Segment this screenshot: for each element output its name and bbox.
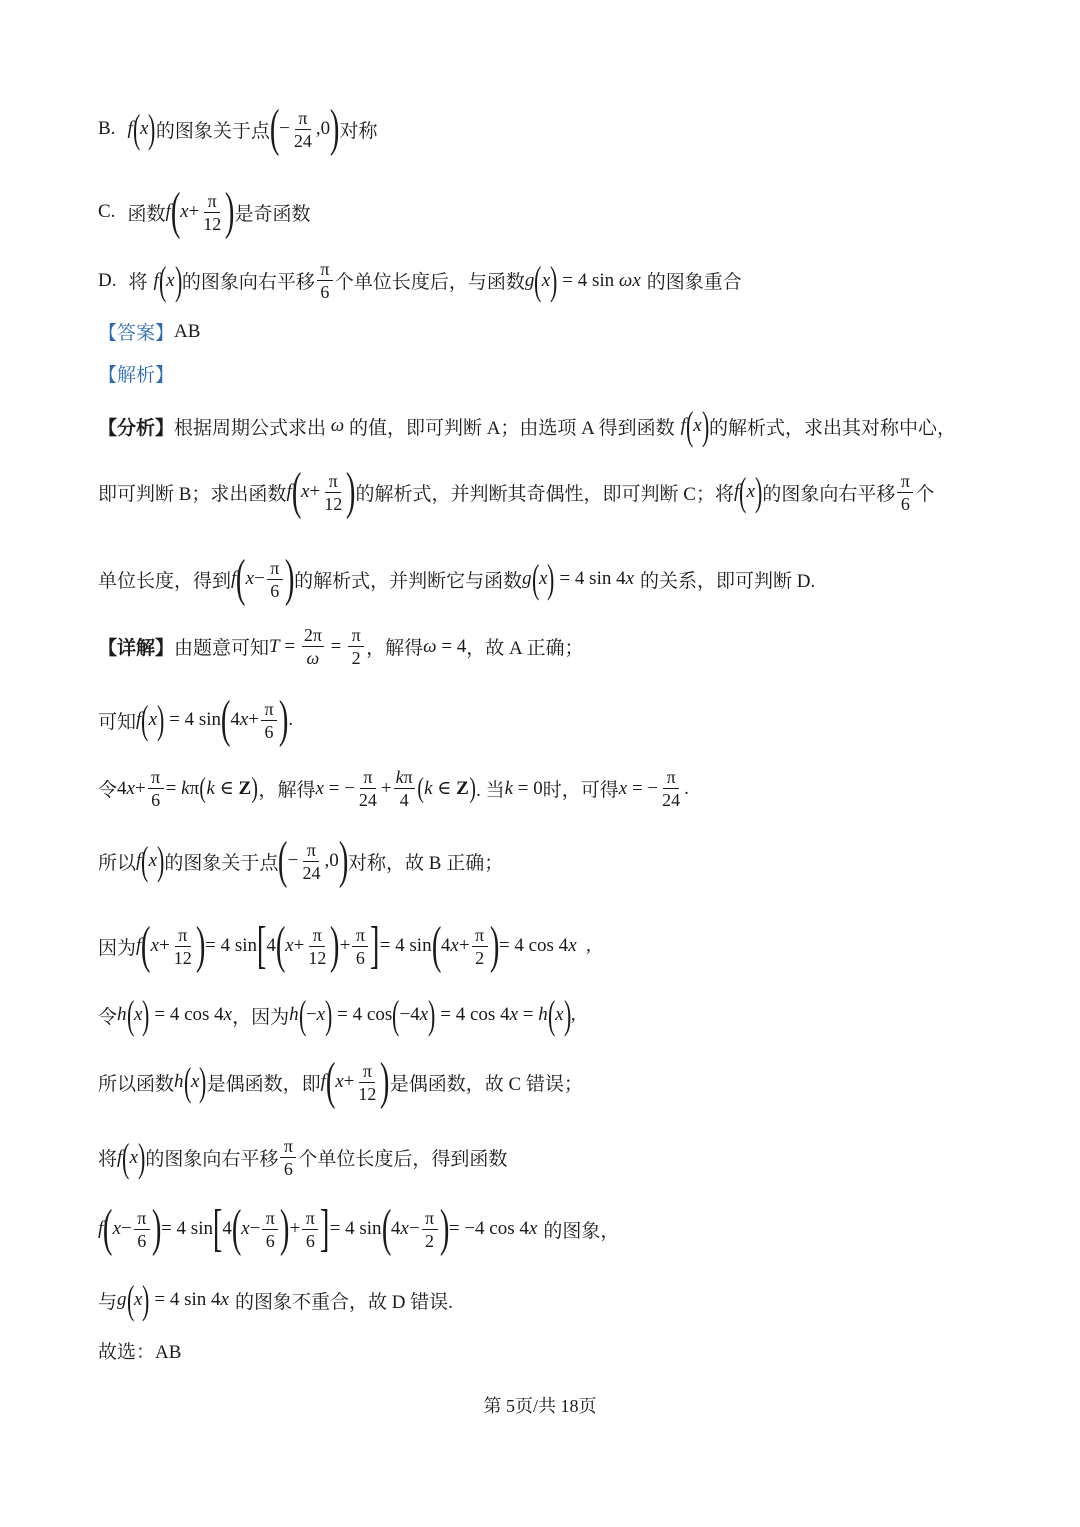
analysis-line-2: 即可判断 B；求出函数 f ( x + $\frac{\pi}{12}$ ) 的解析式，并判断其奇偶性，即可判断 C；将 f ( x ) 的图象向右平移 $\frac{\pi}{6}$ 个 [98, 463, 935, 520]
detail-line-8: 将 f ( x ) 的图象向右平移 $\frac{\pi}{6}$ 个单位长度后，得到函数 [98, 1134, 508, 1180]
page-footer: 第 5页/共 18页 [483, 1396, 597, 1416]
detail-line-10: 与 g ( x ) = 4 sin 4 x 的图象不重合，故 D 错误. [98, 1277, 453, 1322]
conclusion: 故选：AB [98, 1342, 182, 1363]
option-b: B. f ( x ) 的图象关于点 ( − $\frac{\pi}{24}$ ,0 ) 对称 [98, 100, 378, 157]
analysis-sub-tag: 【分析】 [98, 417, 175, 439]
detail-line-3: 令 4 x + $\frac{\pi}{6}$ = k π ( k ∈ Z ) ，解得 x = − $\frac{\pi}{24}$ + $\frac{k\pi}{4}$ ( k ∈ Z ) . 当 k = 0 时，可得 x = − $\frac{\pi}{24}$ . [98, 767, 689, 810]
option-b-text-after: 对称 [339, 120, 378, 142]
analysis-line-3: 单位长度，得到 f ( x − $\frac{\pi}{6}$ ) 的解析式，并判断它与函数 g ( x ) = 4 sin 4 x 的关系，即可判断 D. [98, 550, 816, 607]
detail-line-4: 所以 f ( x ) 的图象关于点 ( − $\frac{\pi}{24}$ ,0 ) 对称，故 B 正确； [98, 832, 504, 889]
option-b-prefix: B. [98, 118, 116, 139]
detail-line-6: 令 h ( x ) = 4 cos 4 x ，因为 h ( − x ) = 4 cos ( −4 x ) = 4 cos 4 x = h ( x ) , [98, 992, 576, 1037]
answer-tag: 【答案】 [98, 323, 175, 344]
answer-value: AB [174, 320, 201, 342]
answer-line [98, 318, 200, 345]
analysis-line-1: 【分析】 根据周期公式求出 ω 的值，即可判断 A；由选项 A 得到函数 f ( x ) 的解析式，求出其对称中心， [98, 403, 956, 448]
analysis-tag: 【解析】 [98, 365, 175, 386]
option-d-prefix: D. [98, 269, 117, 291]
option-c-text: 函数 [127, 203, 166, 225]
detail-line-2: 可知 f ( x ) = 4 sin ( 4 x + $\frac{\pi}{6}$ ) . [98, 691, 294, 748]
option-c: C. 函数 f ( x + $\frac{\pi}{12}$ ) 是奇函数 [98, 183, 311, 240]
detail-line-7: 所以函数 h ( x ) 是偶函数，即 f ( x + $\frac{\pi}{12}$ ) 是偶函数，故 C 错误； [98, 1053, 583, 1110]
detail-line-5: 因为 f ( x + $\frac{\pi}{12}$ ) = 4 sin [ 4 ( x + $\frac{\pi}{12}$ ) + $\frac{\pi}{6}$ ] = 4 sin ( 4 x + $\frac{\pi}{2}$ ) = 4 cos 4 x , [98, 917, 591, 974]
analysis-tag-line [98, 360, 174, 387]
detail-tag: 【详解】 [98, 638, 175, 659]
option-c-prefix: C. [98, 201, 116, 222]
detail-line-1: 【详解】 由题意可知 T = $\frac{2\pi}{\omega}$ = $\frac{\pi}{2}$ ，解得 ω = 4 ，故 A 正确； [98, 625, 584, 668]
option-d: D. 将 f ( x ) 的图象向右平移 $\frac{\pi}{6}$ 个单位长度后，与函数 g ( x ) = 4 sin ωx 的图象重合 [98, 257, 742, 303]
option-c-text-after: 是奇函数 [234, 203, 311, 225]
detail-line-11 [98, 1337, 181, 1364]
option-b-text: 的图象关于点 [155, 120, 270, 142]
detail-line-9: f ( x − $\frac{\pi}{6}$ ) = 4 sin [ 4 ( x − $\frac{\pi}{6}$ ) + $\frac{\pi}{6}$ ] = 4 sin ( 4 x − $\frac{\pi}{2}$ ) = −4 cos 4 x 的图象， [98, 1200, 620, 1257]
